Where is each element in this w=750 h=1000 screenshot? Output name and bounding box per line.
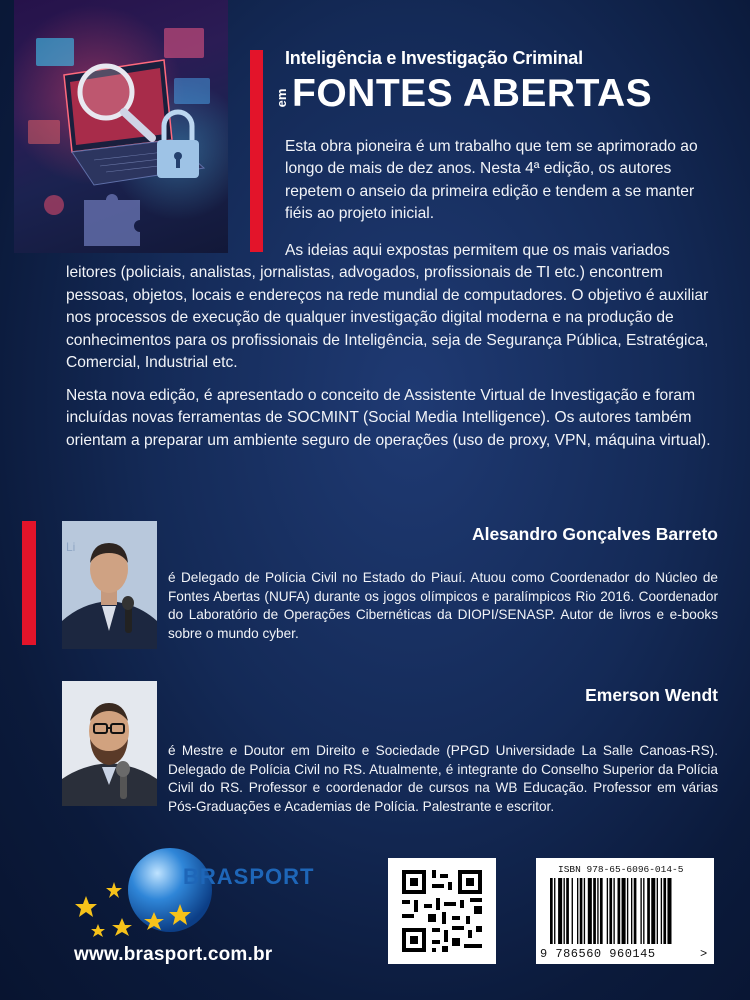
book-title-line1: Inteligência e Investigação Criminal — [285, 48, 583, 68]
isbn-arrow: > — [700, 947, 708, 961]
isbn-label: ISBN 978-65-6096-014-5 — [558, 864, 684, 875]
book-title-main: FONTES ABERTAS — [292, 72, 653, 115]
author-2-bio: é Mestre e Doutor em Direito e Sociedade (PPGD Universidade La Salle Canoas-RS). Delegado de Polícia Civil no RS. Atualmente, é integrante do Conselho Superior da Polícia Civil do RS. Professor e coordenador de cursos na WB Educação. Professor em várias Pós-Graduações e Academias de Polícia. Palestrante e escritor. — [168, 743, 718, 814]
description-paragraph-1: Esta obra pioneira é um trabalho que tem se aprimorado ao longo de mais de dez anos. Nesta 4ª edição, os autores repetem o anseio da primeira edição e tendem a se manter fiéis ao projeto inicial. — [285, 138, 698, 223]
author-1-name: Alesandro Gonçalves Barreto — [471, 524, 718, 544]
qr-code-icon — [388, 858, 496, 964]
isbn-barcode-box — [536, 858, 714, 964]
qr-code-box — [388, 858, 496, 964]
puzzle-icon — [84, 194, 140, 246]
author-1-photo — [62, 521, 157, 649]
publisher-website[interactable]: www.brasport.com.br — [74, 944, 273, 965]
author-2-photo — [62, 681, 157, 806]
title-accent-bar — [250, 50, 263, 252]
description-paragraph-3: Nesta nova edição, é apresentado o conceito de Assistente Virtual de Investigação e foram incluídas novas ferramentas de SOCMINT (Social Media Intelligence). Os autores também orientam a preparar um ambiente seguro de operações (uso de proxy, VPN, máquina virtual). — [66, 387, 711, 449]
cover-illustration — [14, 0, 228, 253]
isbn-digits: 9 786560 960145 — [540, 947, 656, 961]
publisher-name: BRASPORT — [183, 864, 315, 889]
cyber-security-art — [14, 0, 228, 253]
svg-text:Li: Li — [66, 540, 76, 554]
author-1-bio: é Delegado de Polícia Civil no Estado do Piauí. Atuou como Coordenador do Núcleo de Fontes Abertas (NUFA) durante os jogos olímpicos e paralímpicos Rio 2016. Coordenador do Laboratório de Operações Cibernéticas da DIOPI/SENASP. Autor de livros e e-books sobre o mundo cyber. — [168, 570, 718, 641]
globe-stars-logo — [66, 846, 336, 942]
publisher-logo — [66, 846, 336, 942]
author-accent-bar — [22, 521, 36, 645]
description-paragraph-2 — [66, 240, 718, 374]
author-2-name: Emerson Wendt — [585, 685, 718, 705]
book-title-em: em — [274, 88, 289, 108]
description-paragraph-2-text: As ideias aqui expostas permitem que os mais variados leitores (policiais, analistas, jornalistas, advogados, profissionais de TI etc.) encontrem pessoas, objetos, locais e endereços na rede mundial de computadores. O objetivo é auxiliar nos processos de execução de qualquer investigação digital moderna e na produção de conhecimentos para os profissionais de Inteligência, seja de Segurança Pública, Estratégica, Comercial, Industrial etc. — [66, 242, 709, 372]
